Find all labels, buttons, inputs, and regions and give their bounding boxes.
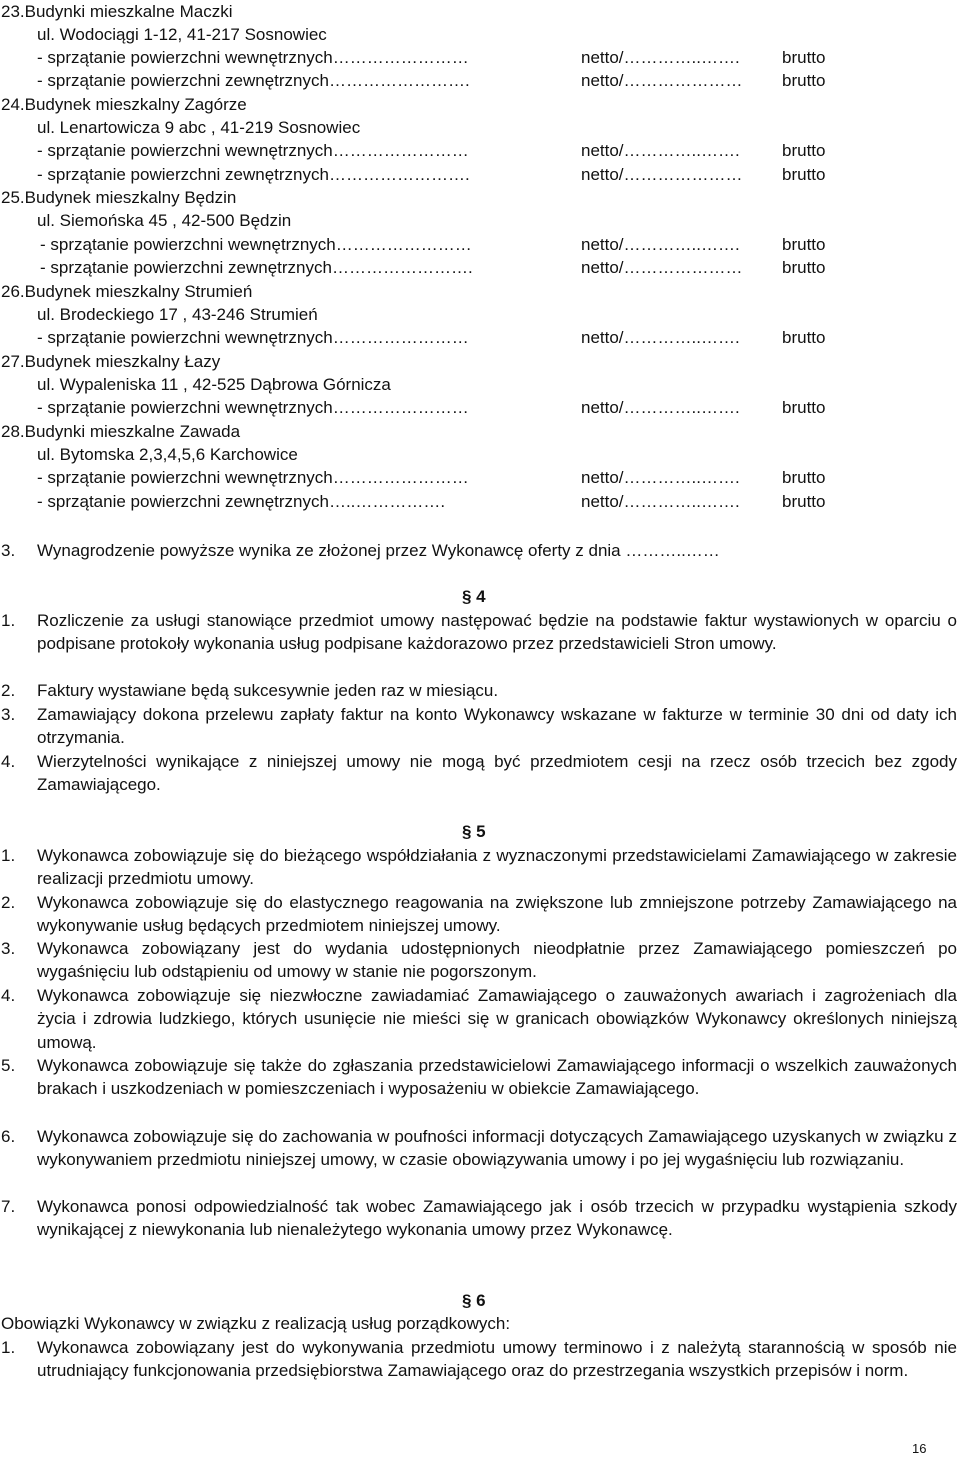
building-23-service-external: - sprzątanie powierzchni zewnętrznych……………………. bbox=[37, 71, 470, 90]
building-28-title: 28.Budynki mieszkalne Zawada bbox=[1, 422, 241, 441]
building-24-internal-brutto: brutto bbox=[782, 141, 826, 160]
building-28-service-external: - sprzątanie powierzchni zewnętrznych…..……………. bbox=[37, 492, 446, 511]
building-23-external-netto: netto/………………… bbox=[581, 71, 743, 90]
section-6-item-1-number: 1. bbox=[1, 1338, 16, 1357]
section-5-item-1-text: Wykonawca zobowiązuje się do bieżącego współdziałania z wyznaczonymi przedstawicielami Zamawiającego w zakresie realizacji przedmiotu umowy. bbox=[37, 846, 957, 889]
building-26-internal-netto: netto/…………..……. bbox=[581, 328, 740, 347]
building-24-service-external: - sprzątanie powierzchni zewnętrznych……………………. bbox=[37, 165, 470, 184]
point-3-text: Wynagrodzenie powyższe wynika ze złożonej przez Wykonawcę oferty z dnia ………..…… bbox=[37, 541, 720, 560]
section-5-item-7-text: Wykonawca ponosi odpowiedzialność tak wobec Zamawiającego jak i osób trzecich w przypadku wystąpienia szkody wynikającej z niewykonania lub nienależytego wykonania umowy przez Wykonawcę. bbox=[37, 1197, 957, 1240]
section-4-item-3-number: 3. bbox=[1, 705, 16, 724]
section-4-item-2-text: Faktury wystawiane będą sukcesywnie jeden raz w miesiącu. bbox=[37, 681, 499, 700]
section-5-item-6-text: Wykonawca zobowiązuje się do zachowania w poufności informacji dotyczących Zamawiającego uzyskanych w związku z wykonywaniem przedmiotu niniejszej umowy, w czasie obowiązywania umowy i po jej wygaśnięciu lub rozwiązaniu. bbox=[37, 1127, 957, 1170]
building-26-title: 26.Budynek mieszkalny Strumień bbox=[1, 282, 253, 301]
section-6-heading: § 6 bbox=[462, 1291, 486, 1310]
section-5-item-1-number: 1. bbox=[1, 846, 16, 865]
building-23-service-internal: - sprzątanie powierzchni wewnętrznych…………………… bbox=[37, 48, 469, 67]
building-24-service-internal: - sprzątanie powierzchni wewnętrznych…………………… bbox=[37, 141, 469, 160]
section-6-item-1-text: Wykonawca zobowiązany jest do wykonywania przedmiotu umowy terminowo i z należytą starannością w sposób nie utrudniający funkcjonowania przedsiębiorstwa Zamawiającego oraz do przestrzegania wszystkich przepisów i norm. bbox=[37, 1338, 957, 1381]
section-4-item-1-number: 1. bbox=[1, 611, 16, 630]
section-4-item-1-text: Rozliczenie za usługi stanowiące przedmiot umowy następować będzie na podstawie faktur wystawionych w oparciu o podpisane protokoły wykonania usług podpisane każdorazowo przez przedstawicieli Stron umowy. bbox=[37, 611, 957, 654]
building-23-address: ul. Wodociągi 1-12, 41-217 Sosnowiec bbox=[37, 25, 327, 44]
section-4-item-4-text: Wierzytelności wynikające z niniejszej umowy nie mogą być przedmiotem cesji na rzecz osób trzecich bez zgody Zamawiającego. bbox=[37, 752, 957, 795]
building-23-external-brutto: brutto bbox=[782, 71, 826, 90]
section-5-item-2-number: 2. bbox=[1, 893, 16, 912]
section-4-item-2 bbox=[1, 679, 957, 702]
building-23-internal-brutto: brutto bbox=[782, 48, 826, 67]
building-25-service-internal: - sprzątanie powierzchni wewnętrznych…………………… bbox=[40, 235, 472, 254]
building-28-address: ul. Bytomska 2,3,4,5,6 Karchowice bbox=[37, 445, 298, 464]
section-5-item-3-number: 3. bbox=[1, 939, 16, 958]
building-25-title: 25.Budynek mieszkalny Będzin bbox=[1, 188, 237, 207]
building-28-external-brutto: brutto bbox=[782, 492, 826, 511]
building-25-external-netto: netto/………………… bbox=[581, 258, 743, 277]
page-number: 16 bbox=[912, 1441, 927, 1456]
section-5-item-6-number: 6. bbox=[1, 1127, 16, 1146]
section-5-item-4-text: Wykonawca zobowiązuje się niezwłoczne zawiadamiać Zamawiającego o zauważonych awariach i zagrożeniach dla życia i zdrowia ludzkiego, których usunięcie nie mieści się w granicach obowiązków Wykonawcy określonych niniejszą umową. bbox=[37, 986, 957, 1052]
building-27-address: ul. Wypaleniska 11 , 42-525 Dąbrowa Górnicza bbox=[37, 375, 391, 394]
building-27-internal-brutto: brutto bbox=[782, 398, 826, 417]
building-24-title: 24.Budynek mieszkalny Zagórze bbox=[1, 95, 247, 114]
building-25-service-external: - sprzątanie powierzchni zewnętrznych……………………. bbox=[40, 258, 473, 277]
building-27-service-internal: - sprzątanie powierzchni wewnętrznych…………………… bbox=[37, 398, 469, 417]
section-4-item-3-text: Zamawiający dokona przelewu zapłaty faktur na konto Wykonawcy wskazane w fakturze w terminie 30 dni od daty ich otrzymania. bbox=[37, 705, 957, 748]
building-28-external-netto: netto/…………..……. bbox=[581, 492, 740, 511]
building-24-external-netto: netto/………………… bbox=[581, 165, 743, 184]
section-5-heading: § 5 bbox=[462, 822, 486, 841]
section-4-item-1 bbox=[1, 609, 957, 656]
section-5-item-7-number: 7. bbox=[1, 1197, 16, 1216]
section-5-item-7 bbox=[1, 1195, 957, 1242]
section-5-item-2 bbox=[1, 891, 957, 938]
building-23-internal-netto: netto/…………..……. bbox=[581, 48, 740, 67]
building-28-internal-netto: netto/…………..……. bbox=[581, 468, 740, 487]
section-5-item-5 bbox=[1, 1054, 957, 1101]
section-5-item-4 bbox=[1, 984, 957, 1054]
building-24-external-brutto: brutto bbox=[782, 165, 826, 184]
building-24-address: ul. Lenartowicza 9 abc , 41-219 Sosnowiec bbox=[37, 118, 361, 137]
section-6-item-1 bbox=[1, 1336, 957, 1383]
building-27-internal-netto: netto/…………..……. bbox=[581, 398, 740, 417]
section-5-item-5-text: Wykonawca zobowiązuje się także do zgłaszania przedstawicielowi Zamawiającego informacji o wszelkich zauważonych brakach i uszkodzeniach w pomieszczeniach i wyposażeniu w obiekcie Zamawiającego. bbox=[37, 1056, 957, 1099]
section-5-item-3 bbox=[1, 937, 957, 984]
building-25-internal-netto: netto/…………..……. bbox=[581, 235, 740, 254]
section-4-item-4 bbox=[1, 750, 957, 797]
section-6-intro: Obowiązki Wykonawcy w związku z realizacją usług porządkowych: bbox=[1, 1314, 511, 1333]
building-25-external-brutto: brutto bbox=[782, 258, 826, 277]
section-5-item-2-text: Wykonawca zobowiązuje się do elastycznego reagowania na zwiększone lub zmniejszone potrzeby Zamawiającego na wykonywanie usług będących przedmiotem niniejszej umowy. bbox=[37, 893, 957, 936]
section-5-item-6 bbox=[1, 1125, 957, 1172]
building-26-internal-brutto: brutto bbox=[782, 328, 826, 347]
building-26-service-internal: - sprzątanie powierzchni wewnętrznych…………………… bbox=[37, 328, 469, 347]
building-24-internal-netto: netto/…………..……. bbox=[581, 141, 740, 160]
section-4-item-3 bbox=[1, 703, 957, 750]
building-23-title: 23.Budynki mieszkalne Maczki bbox=[1, 2, 233, 21]
section-5-item-1 bbox=[1, 844, 957, 891]
building-25-address: ul. Siemońska 45 , 42-500 Będzin bbox=[37, 211, 292, 230]
section-5-item-5-number: 5. bbox=[1, 1056, 16, 1075]
section-4-item-2-number: 2. bbox=[1, 681, 16, 700]
building-27-title: 27.Budynek mieszkalny Łazy bbox=[1, 352, 221, 371]
building-28-internal-brutto: brutto bbox=[782, 468, 826, 487]
section-5-item-4-number: 4. bbox=[1, 986, 16, 1005]
section-4-item-4-number: 4. bbox=[1, 752, 16, 771]
building-26-address: ul. Brodeckiego 17 , 43-246 Strumień bbox=[37, 305, 318, 324]
building-25-internal-brutto: brutto bbox=[782, 235, 826, 254]
section-4-heading: § 4 bbox=[462, 587, 486, 606]
building-28-service-internal: - sprzątanie powierzchni wewnętrznych…………………… bbox=[37, 468, 469, 487]
point-3-number: 3. bbox=[1, 541, 16, 560]
section-5-item-3-text: Wykonawca zobowiązany jest do wydania udostępnionych nieodpłatnie przez Zamawiającego pomieszczeń po wygaśnięciu lub odstąpieniu od umowy w stanie nie pogorszonym. bbox=[37, 939, 957, 982]
